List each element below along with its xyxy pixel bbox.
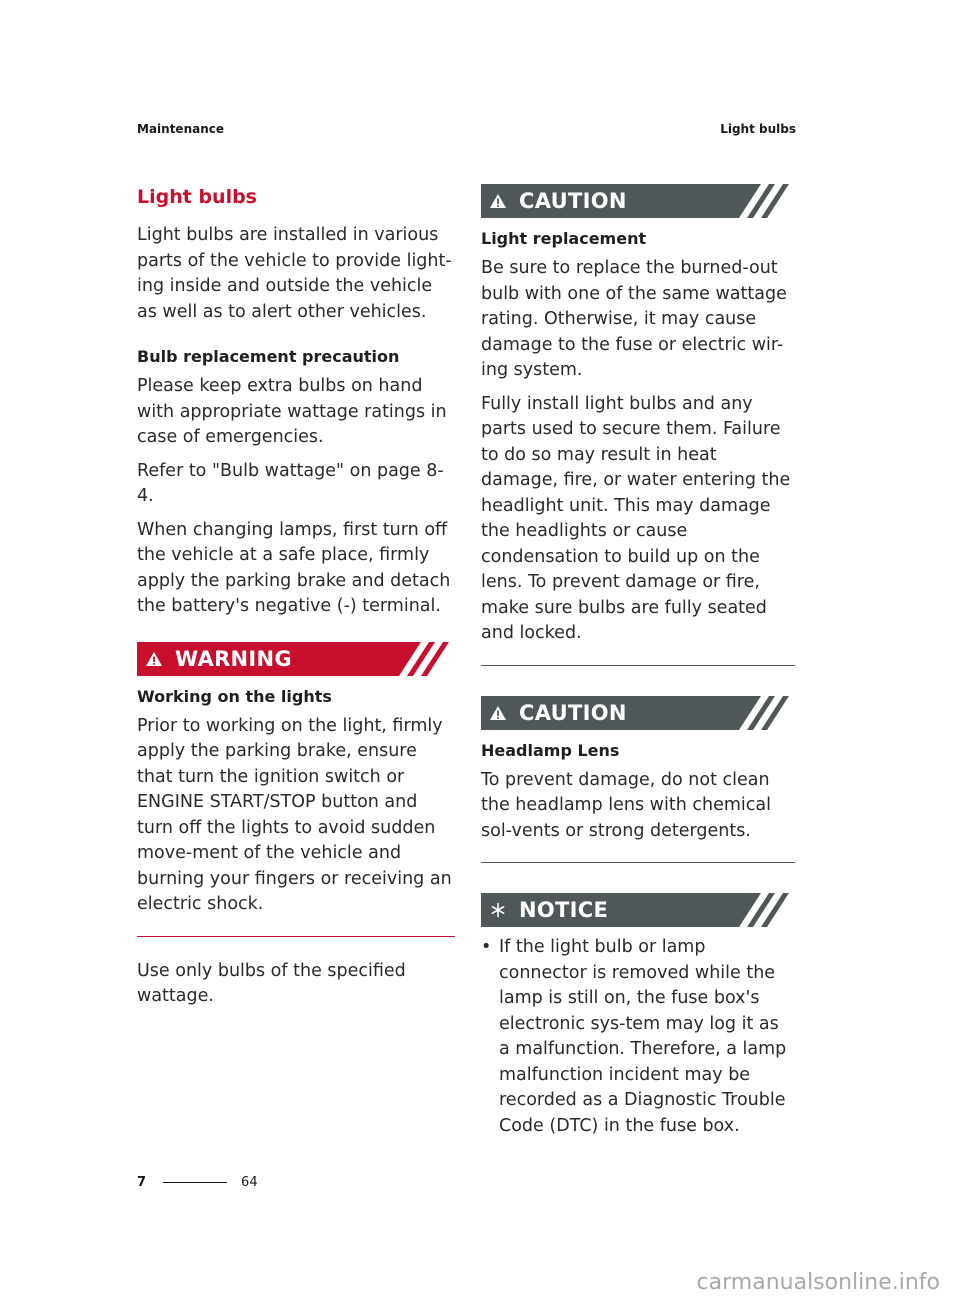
notice-list-item <box>481 935 795 1139</box>
notice-item-text: If the light bulb or lamp connector is removed while the lamp is still on, the fuse box's electronic sys-tem may log it as a malfunction. Therefore, a lamp malfunction incident may be recorded as a Diagnostic Trouble Code (DTC) in the fuse box. <box>499 937 787 1136</box>
warning-banner <box>137 642 455 676</box>
precaution-paragraph-1: Please keep extra bulbs on hand with appropriate wattage ratings in case of emergencies. <box>137 376 447 447</box>
warning-triangle-icon <box>145 650 163 668</box>
warning-label: WARNING <box>175 646 292 671</box>
warning-divider <box>137 936 455 937</box>
subheading: Bulb replacement precaution <box>137 347 400 366</box>
caution-label-1: CAUTION <box>519 189 627 213</box>
caution-banner-1 <box>481 184 795 218</box>
warning-triangle-icon <box>489 704 507 722</box>
warning-triangle-icon <box>489 192 507 210</box>
right-column <box>481 184 795 1147</box>
left-column <box>137 184 455 1018</box>
bullet-marker: • <box>481 937 492 957</box>
warning-title: Working on the lights <box>137 686 332 706</box>
caution-banner-2 <box>481 696 795 730</box>
precaution-paragraph-3: When changing lamps, first turn off the vehicle at a safe place, firmly apply the parking brake and detach the battery's negative (-) terminal. <box>137 519 451 616</box>
slash-decoration <box>739 184 795 218</box>
slash-decoration <box>739 696 795 730</box>
caution-title-2: Headlamp Lens <box>481 740 620 760</box>
running-header-topic: Light bulbs <box>720 122 796 136</box>
chapter-number: 7 <box>137 1175 147 1190</box>
caution-2-divider <box>481 862 795 863</box>
footer-rule <box>163 1182 227 1183</box>
intro-paragraph: Light bulbs are installed in various parts of the vehicle to provide light-ing inside and outside the vehicle as well as to alert other vehicles. <box>137 225 452 322</box>
asterisk-icon <box>489 901 507 919</box>
caution-label-2: CAUTION <box>519 700 627 725</box>
precaution-paragraph-2: Refer to "Bulb wattage" on page 8-4. <box>137 460 444 506</box>
slash-decoration <box>399 642 455 676</box>
warning-body: Prior to working on the light, firmly apply the parking brake, ensure that turn the ignition switch or ENGINE START/STOP button and turn off the lights to avoid sudden move-ment of the vehicle and burning your fingers or receiving an electric shock. <box>137 715 452 914</box>
closing-paragraph: Use only bulbs of the specified wattage. <box>137 960 406 1006</box>
caution-title-1: Light replacement <box>481 229 647 248</box>
page-footer <box>137 1175 258 1190</box>
running-header-section: Maintenance <box>137 122 225 136</box>
caution-1-paragraph-1: Be sure to replace the burned-out bulb with one of the same wattage rating. Otherwise, it may cause damage to the fuse or electric wir-ing system. <box>481 258 787 380</box>
watermark: carmanualsonline.info <box>696 1270 940 1295</box>
page-number: 64 <box>241 1175 258 1190</box>
notice-banner <box>481 893 795 927</box>
section-title: Light bulbs <box>137 186 257 208</box>
caution-2-paragraph: To prevent damage, do not clean the headlamp lens with chemical sol-vents or strong detergents. <box>481 769 771 841</box>
slash-decoration <box>739 893 795 927</box>
notice-label: NOTICE <box>519 898 609 922</box>
caution-1-divider <box>481 665 795 666</box>
caution-1-paragraph-2: Fully install light bulbs and any parts used to secure them. Failure to do so may result in heat damage, fire, or water entering the headlight unit. This may damage the headlights or cause condensation to build up on the lens. To prevent damage or fire, make sure bulbs are fully seated and locked. <box>481 393 791 643</box>
